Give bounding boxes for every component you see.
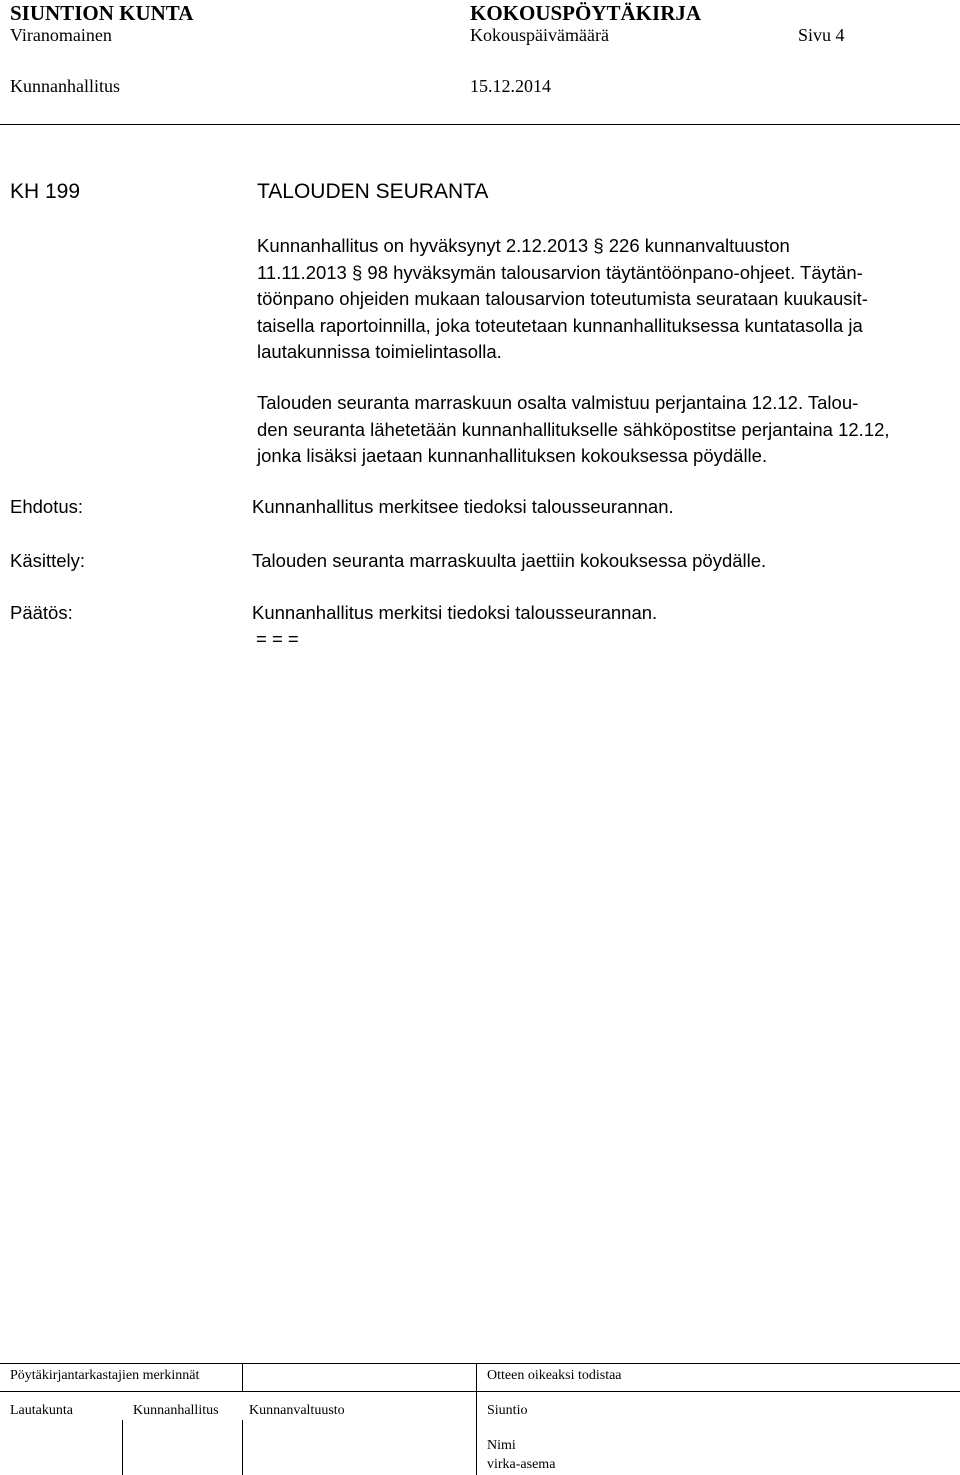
inspectors-label: Pöytäkirjantarkastajien merkinnät [10, 1368, 200, 1383]
end-mark: = = = [256, 628, 299, 649]
position-label: virka-asema [487, 1457, 556, 1472]
handling-text: Talouden seuranta marraskuulta jaettiin kokouksessa pöydälle. [252, 550, 767, 571]
organization-name: SIUNTION KUNTA [10, 1, 194, 25]
meeting-date: 15.12.2014 [470, 76, 551, 96]
certified-label: Otteen oikeaksi todistaa [487, 1368, 622, 1383]
paragraph-line: jonka lisäksi jaetaan kunnanhallituksen kokouksessa pöydälle. [257, 445, 768, 466]
section-number: KH 199 [10, 180, 81, 203]
footer-vertical-divider [476, 1363, 477, 1475]
section-title: TALOUDEN SEURANTA [257, 180, 489, 203]
paragraph-line: taisella raportoinnilla, joka toteutetaan kunnanhallituksessa kuntatasolla ja [257, 314, 863, 336]
footer-vertical-divider [122, 1420, 123, 1475]
footer-vertical-divider [242, 1363, 243, 1392]
authority-label: Viranomainen [10, 25, 112, 45]
proposal-label: Ehdotus: [10, 496, 84, 517]
paragraph-schedule [257, 390, 947, 470]
proposal-text: Kunnanhallitus merkitsee tiedoksi talousseurannan. [252, 496, 674, 517]
decision-label: Päätös: [10, 602, 73, 623]
header-divider [0, 124, 960, 125]
authority-name: Kunnanhallitus [10, 76, 120, 96]
name-label: Nimi [487, 1438, 516, 1453]
paragraph-line: Talouden seuranta marraskuun osalta valmistuu perjantaina 12.12. Talou- [257, 392, 859, 413]
page-number: Sivu 4 [798, 25, 845, 45]
signature-col-board: Lautakunta [10, 1403, 73, 1418]
paragraph-line: den seuranta lähetetään kunnanhallitukselle sähköpostitse perjantaina 12.12, [257, 418, 890, 440]
decision-text: Kunnanhallitus merkitsi tiedoksi talousseurannan. [252, 602, 658, 623]
meeting-date-label: Kokouspäivämäärä [470, 25, 609, 45]
footer-divider-top [0, 1363, 960, 1364]
document-type: KOKOUSPÖYTÄKIRJA [470, 1, 702, 25]
footer-divider-middle [0, 1391, 960, 1392]
paragraph-line: töönpano ohjeiden mukaan talousarvion toteutumista seurataan kuukausit- [257, 288, 868, 309]
place: Siuntio [487, 1403, 528, 1418]
paragraph-line: lautakunnissa toimielintasolla. [257, 341, 502, 362]
paragraph-background [257, 233, 947, 366]
handling-label: Käsittely: [10, 550, 86, 571]
signature-col-council: Kunnanvaltuusto [249, 1403, 345, 1418]
signature-col-municipal-board: Kunnanhallitus [133, 1403, 219, 1418]
footer-vertical-divider [242, 1420, 243, 1475]
paragraph-line: 11.11.2013 § 98 hyväksymän talousarvion täytäntöönpano-ohjeet. Täytän- [257, 261, 863, 283]
paragraph-line: Kunnanhallitus on hyväksynyt 2.12.2013 § 226 kunnanvaltuuston [257, 235, 790, 256]
